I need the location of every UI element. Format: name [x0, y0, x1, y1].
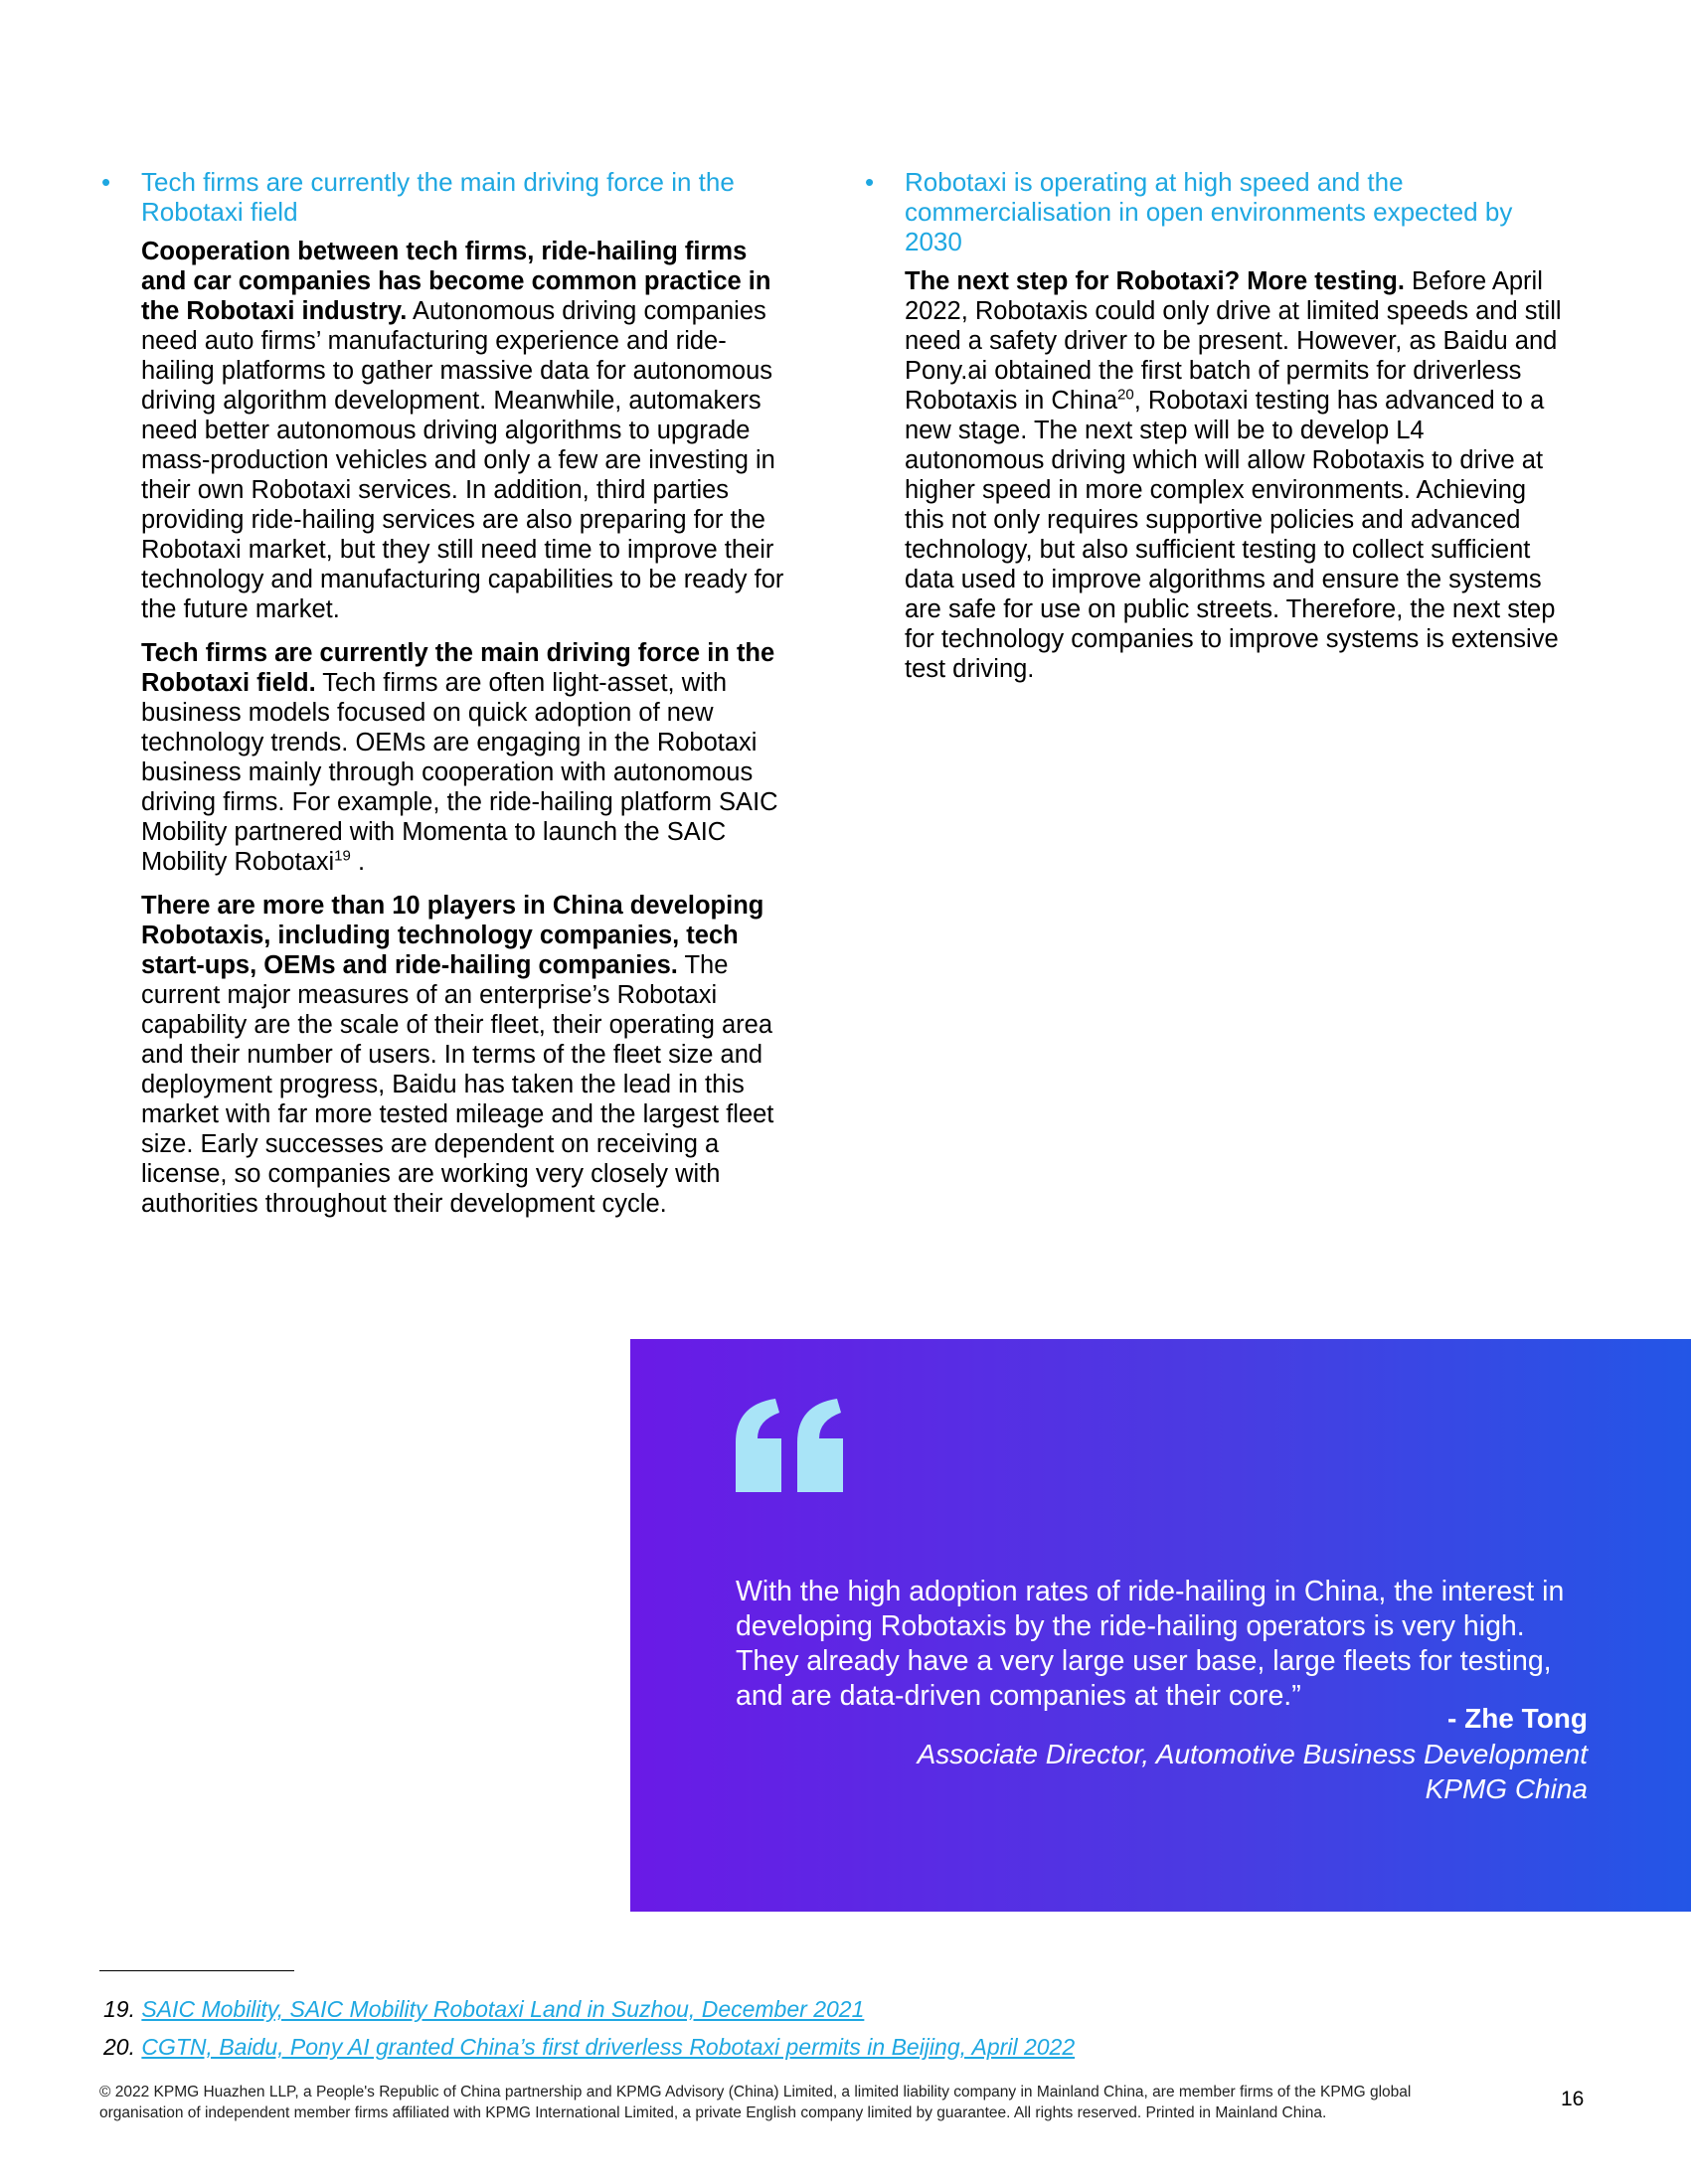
quote-text: With the high adoption rates of ride-hailing in China, the interest in developing Robotaxis by the ride-hailing operators is very high. They already have a very large user base, large fleets for testing, and are data-driven companies at their core.”	[736, 1575, 1565, 1712]
left-column	[101, 167, 787, 1233]
footnote-link-20[interactable]: CGTN, Baidu, Pony AI granted China’s first driverless Robotaxi permits in Beijing, April 2022	[141, 2034, 1076, 2060]
paragraph-body: Before April 2022, Robotaxis could only drive at limited speeds and still need a safety driver to be present. However, as Baidu and Pony.ai obtained the first batch of permits for driverless Robotaxis in China	[905, 267, 1562, 415]
quote-author-name: - Zhe Tong	[1447, 1703, 1588, 1734]
right-section-heading	[865, 167, 1571, 256]
paragraph-tail: .	[350, 848, 366, 876]
right-heading-text: Robotaxi is operating at high speed and the commercialisation in open environments expected by 2030	[905, 167, 1513, 256]
paragraph-lead: Tech firms are currently the main driving force in the Robotaxi field.	[141, 639, 775, 697]
left-heading-text: Tech firms are currently the main driving force in the Robotaxi field	[141, 167, 735, 227]
footnote-20	[103, 2034, 1075, 2061]
footnote-ref-19[interactable]: 19	[334, 847, 351, 865]
paragraph-body: Autonomous driving companies need auto firms’ manufacturing experience and ride-hailing platforms to gather massive data for autonomous driving algorithm development. Meanwhile, automakers need better autonomous driving algorithms to upgrade mass-production vehicles and only a few are investing in their own Robotaxi services. In addition, third parties providing ride-hailing services are also preparing for the Robotaxi market, but they still need time to improve their technology and manufacturing capabilities to be ready for the future market.	[141, 297, 784, 623]
paragraph-tech-firms	[141, 638, 787, 877]
legal-notice: © 2022 KPMG Huazhen LLP, a People's Republic of China partnership and KPMG Advisory (China) Limited, a limited liability company in Mainland China, are member firms of the KPMG global organisation of independent member firms affiliated with KPMG International Limited, a private English company limited by guarantee. All rights reserved. Printed in Mainland China.	[99, 2084, 1412, 2121]
page-number: 16	[1561, 2088, 1585, 2110]
quote-author-org: KPMG China	[1425, 1773, 1588, 1804]
paragraph-lead: Cooperation between tech firms, ride-hailing firms and car companies has become common practice in the Robotaxi industry.	[141, 238, 771, 325]
paragraph-players	[141, 891, 787, 1219]
paragraph-lead: There are more than 10 players in China developing Robotaxis, including technology companies, tech start-ups, OEMs and ride-hailing companies.	[141, 892, 764, 979]
right-column	[865, 167, 1571, 698]
footnote-link-19[interactable]: SAIC Mobility, SAIC Mobility Robotaxi Land in Suzhou, December 2021	[141, 1996, 865, 2022]
paragraph-lead: The next step for Robotaxi? More testing.	[905, 267, 1405, 295]
footnote-number: 20.	[103, 2034, 135, 2060]
paragraph-body: Tech firms are often light-asset, with business models focused on quick adoption of new technology trends. OEMs are engaging in the Robotaxi business mainly through cooperation with autonomous driving firms. For example, the ride-hailing platform SAIC Mobility partnered with Momenta to launch the SAIC Mobility Robotaxi	[141, 669, 778, 876]
left-section-heading	[101, 167, 787, 227]
footnote-number: 19.	[103, 1996, 135, 2022]
footnote-ref-20[interactable]: 20	[1117, 386, 1134, 404]
bullet-icon: •	[865, 167, 875, 197]
footnote-divider	[99, 1970, 294, 1971]
paragraph-next-step	[905, 266, 1571, 684]
quote-box	[630, 1339, 1691, 1912]
paragraph-body: The current major measures of an enterprise’s Robotaxi capability are the scale of their fleet, their operating area and their number of users. In terms of the fleet size and deployment progress, Baidu has taken the lead in this market with far more tested mileage and the largest fleet size. Early successes are dependent on receiving a license, so companies are working very closely with authorities throughout their development cycle.	[141, 951, 774, 1218]
footnote-19	[103, 1996, 864, 2023]
quote-mark-icon	[736, 1399, 845, 1497]
paragraph-cooperation	[141, 237, 787, 624]
bullet-icon: •	[101, 167, 111, 197]
paragraph-tail: , Robotaxi testing has advanced to a new stage. The next step will be to develop L4 autonomous driving which will allow Robotaxis to drive at higher speed in more complex environments. Achieving this not only requires supportive policies and advanced technology, but also sufficient testing to collect sufficient data used to improve algorithms and ensure the systems are safe for use on public streets. Therefore, the next step for technology companies to improve systems is extensive test driving.	[905, 387, 1559, 683]
quote-attribution	[918, 1701, 1588, 1806]
quote-author-title: Associate Director, Automotive Business Development	[917, 1739, 1588, 1769]
